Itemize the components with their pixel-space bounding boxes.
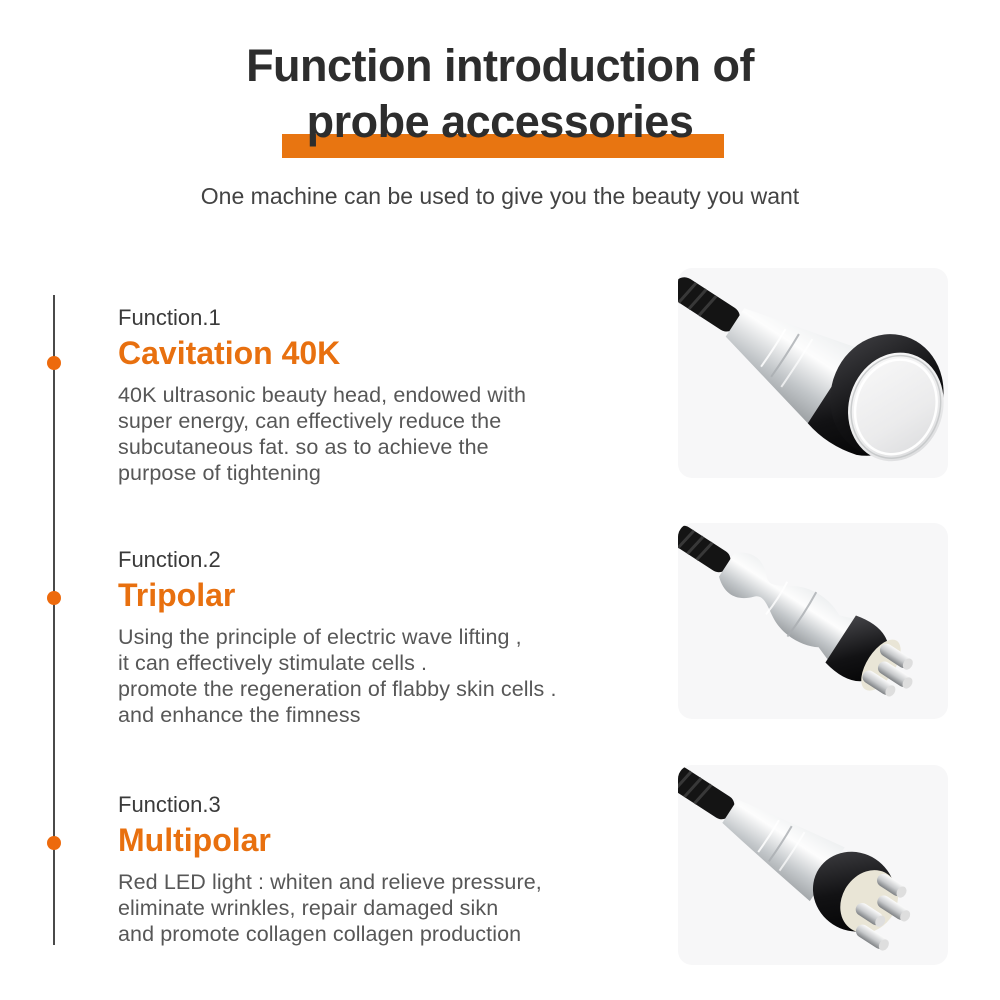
cavitation-40k-probe-image: [678, 268, 948, 478]
function-description: [118, 624, 666, 728]
description-line: 40K ultrasonic beauty head, endowed with: [118, 383, 526, 407]
tripolar-probe-image: [678, 523, 948, 719]
function-heading: Tripolar: [118, 577, 236, 613]
tripolar-probe-icon: [678, 523, 948, 719]
description-line: and promote collagen collagen production: [118, 922, 522, 946]
function-description: [118, 382, 666, 486]
description-line: and enhance the fimness: [118, 703, 361, 727]
description-line: purpose of tightening: [118, 461, 321, 485]
page-title-line2: probe accessories: [306, 96, 694, 147]
page-subtitle: One machine can be used to give you the beauty you want: [200, 183, 800, 209]
function-label: Function.1: [118, 305, 221, 330]
section-cavitation: [118, 305, 666, 486]
description-line: subcutaneous fat. so as to achieve the: [118, 435, 489, 459]
timeline-dot-1: [47, 356, 61, 370]
multipolar-probe-image: [678, 765, 948, 965]
cavitation-probe-icon: [678, 268, 948, 478]
multipolar-probe-icon: [678, 765, 948, 965]
function-heading: Cavitation 40K: [118, 335, 341, 371]
function-label: Function.2: [118, 547, 221, 572]
description-line: Red LED light : whiten and relieve pressure,: [118, 870, 542, 894]
section-tripolar: [118, 547, 666, 728]
description-line: eliminate wrinkles, repair damaged sikn: [118, 896, 499, 920]
section-multipolar: [118, 792, 666, 947]
description-line: promote the regeneration of flabby skin cells .: [118, 677, 557, 701]
page-title-line1: Function introduction of: [246, 40, 754, 91]
description-line: super energy, can effectively reduce the: [118, 409, 502, 433]
function-description: [118, 869, 666, 947]
description-line: Using the principle of electric wave lifting ,: [118, 625, 522, 649]
description-line: it can effectively stimulate cells .: [118, 651, 428, 675]
timeline-dot-3: [47, 836, 61, 850]
function-heading: Multipolar: [118, 822, 271, 858]
timeline-dot-2: [47, 591, 61, 605]
function-label: Function.3: [118, 792, 221, 817]
